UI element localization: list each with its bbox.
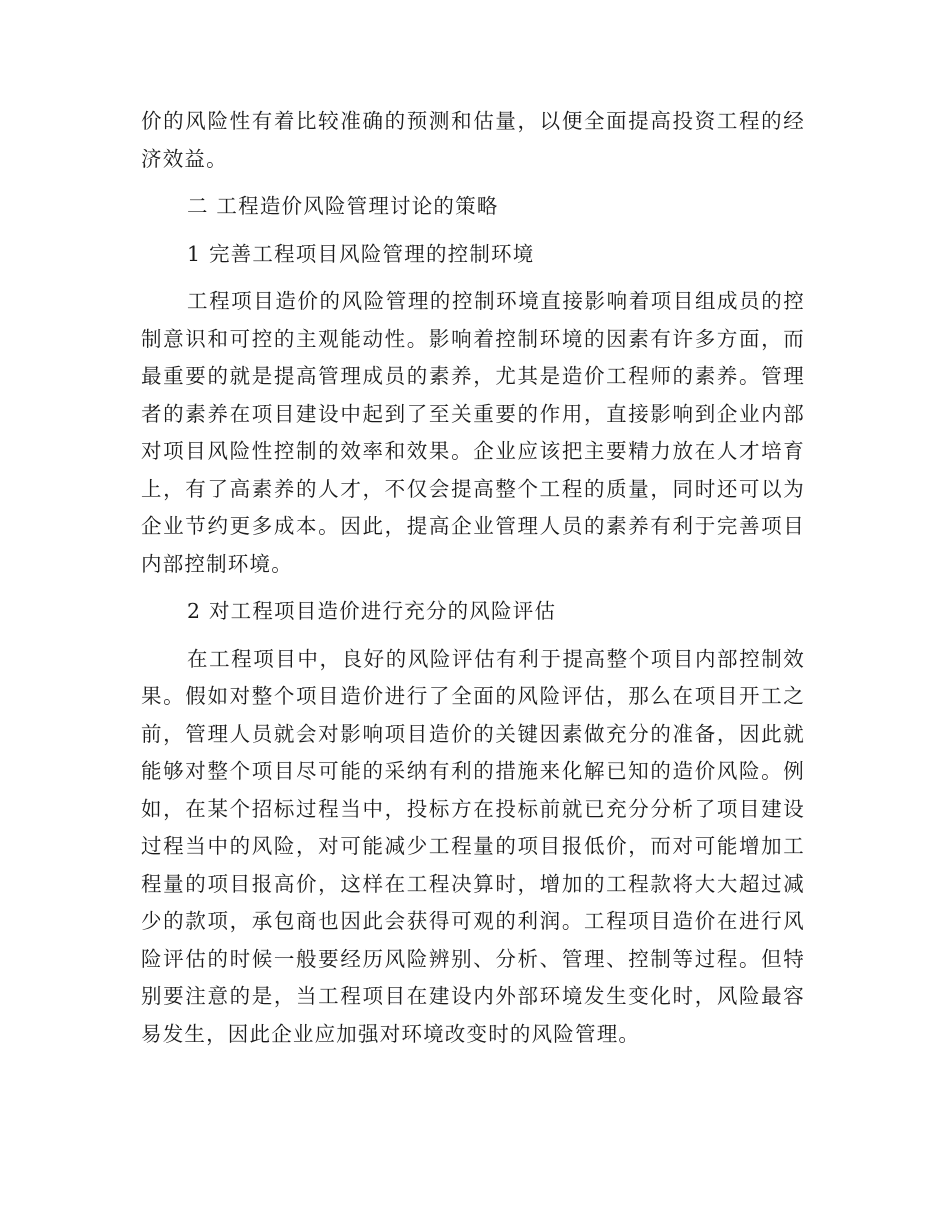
subsection-heading-2: 2 对工程项目造价进行充分的风险评估 (187, 599, 557, 623)
paragraph-continuation: 价的风险性有着比较准确的预测和估量，以便全面提高投资工程的经济效益。 (141, 109, 805, 171)
body-paragraph-1: 工程项目造价的风险管理的控制环境直接影响着项目组成员的控制意识和可控的主观能动性。影响着控制环境的因素有许多方面，而最重要的就是提高管理成员的素养，尤其是造价工程师的素养。管理者的素养在项目建设中起到了至关重要的作用，直接影响到企业内部对项目风险性控制的效率和效果。企业应该把主要精力放在人才培育上，有了高素养的人才，不仅会提高整个工程的质量，同时还可以为企业节约更多成本。因此，提高企业管理人员的素养有利于完善项目内部控制环境。 (141, 289, 805, 576)
section-heading: 二 工程造价风险管理讨论的策略 (187, 194, 499, 218)
subsection-heading-1: 1 完善工程项目风险管理的控制环境 (187, 241, 535, 266)
body-paragraph-2: 在工程项目中，良好的风险评估有利于提高整个项目内部控制效果。假如对整个项目造价进行了全面的风险评估，那么在项目开工之前，管理人员就会对影响项目造价的关键因素做充分的准备，因此就能够对整个项目尽可能的采纳有利的措施来化解已知的造价风险。例如，在某个招标过程当中，投标方在投标前就已充分分析了项目建设过程当中的风险，对可能减少工程量的项目报低价，而对可能增加工程量的项目报高价，这样在工程决算时，增加的工程款将大大超过减少的款项，承包商也因此会获得可观的利润。工程项目造价在进行风险评估的时候一般要经历风险辨别、分析、管理、控制等过程。但特别要注意的是，当工程项目在建设内外部环境发生变化时，风险最容易发生，因此企业应加强对环境改变时的风险管理。 (141, 646, 805, 1046)
document-page (141, 103, 805, 1063)
